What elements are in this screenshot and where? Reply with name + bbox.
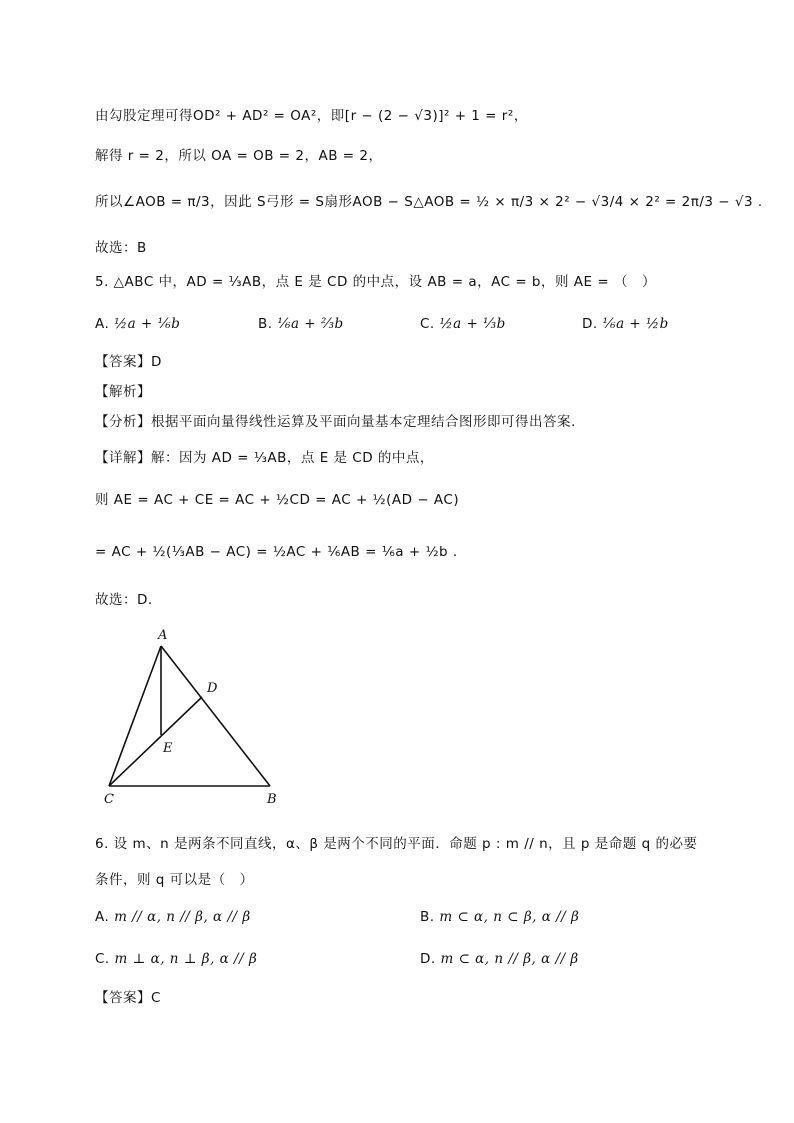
q5-option-b xyxy=(258,314,344,334)
q5-jiexi: 【解析】 xyxy=(95,384,151,400)
q6-option-c xyxy=(95,949,257,969)
q4-solution-line-3: 所以∠AOB = π/3，因此 S弓形 = S扇形AOB − S△AOB = ½ × π/3 × 2² − √3/4 × 2² = 2π/3 − √3 . xyxy=(95,194,763,210)
q4-answer: 故选：B xyxy=(95,240,147,256)
q6-option-a-value: m // α, n // β, α // β xyxy=(114,909,251,925)
triangle-figure xyxy=(95,620,295,810)
q6-stem-2: 条件，则 q 可以是（ ） xyxy=(95,872,254,888)
q5-option-a xyxy=(95,314,180,334)
q5-option-b-value: ⅙a + ⅔b xyxy=(277,316,344,332)
q5-choose: 故选：D. xyxy=(95,592,153,608)
label-e: E xyxy=(163,741,173,756)
q5-option-d-value: ⅙a + ½b xyxy=(602,316,669,332)
q6-option-d xyxy=(420,949,579,969)
q6-option-c-value: m ⊥ α, n ⊥ β, α // β xyxy=(114,951,258,967)
q4-solution-line-2: 解得 r = 2，所以 OA = OB = 2，AB = 2， xyxy=(95,148,383,164)
q5-answer: 【答案】D xyxy=(95,354,162,370)
side-ab xyxy=(161,646,270,786)
q4-solution-line-1: 由勾股定理可得OD² + AD² = OA²，即[r − (2 − √3)]² + 1 = r²， xyxy=(95,108,528,124)
q6-option-c-label: C. xyxy=(95,951,110,967)
segment-cd xyxy=(109,697,202,786)
q5-fenxi: 【分析】根据平面向量得线性运算及平面向量基本定理结合图形即可得出答案. xyxy=(95,414,576,430)
q5-detail-3: = AC + ½(⅓AB − AC) = ½AC + ⅙AB = ⅙a + ½b . xyxy=(95,544,458,560)
q6-option-a-label: A. xyxy=(95,909,110,925)
q6-option-b-value: m ⊂ α, n ⊂ β, α // β xyxy=(439,909,580,925)
q5-option-a-value: ½a + ⅙b xyxy=(114,316,181,332)
q5-option-d-label: D. xyxy=(582,316,598,332)
label-d: D xyxy=(207,681,218,696)
q5-detail-1: 【详解】解：因为 AD = ⅓AB，点 E 是 CD 的中点， xyxy=(95,450,434,466)
q6-option-b-label: B. xyxy=(420,909,435,925)
label-b: B xyxy=(267,792,277,807)
q5-stem: 5. △ABC 中，AD = ⅓AB，点 E 是 CD 的中点，设 AB = a，AC = b，则 AE = （ ） xyxy=(95,274,656,290)
q6-option-d-label: D. xyxy=(420,951,436,967)
q6-answer: 【答案】C xyxy=(95,990,161,1006)
q5-option-c xyxy=(420,314,506,334)
label-a: A xyxy=(158,628,168,643)
q6-option-a xyxy=(95,907,251,927)
q5-detail-2: 则 AE = AC + CE = AC + ½CD = AC + ½(AD − AC) xyxy=(95,492,460,508)
label-c: C xyxy=(104,792,114,807)
q5-option-d xyxy=(582,314,669,334)
q5-option-a-label: A. xyxy=(95,316,110,332)
q5-option-b-label: B. xyxy=(258,316,273,332)
q6-stem-1: 6. 设 m、n 是两条不同直线，α、β 是两个不同的平面．命题 p : m // n，且 p 是命题 q 的必要 xyxy=(95,836,698,852)
q5-option-c-label: C. xyxy=(420,316,435,332)
q6-option-d-value: m ⊂ α, n // β, α // β xyxy=(440,951,579,967)
q6-option-b xyxy=(420,907,579,927)
q5-option-c-value: ½a + ⅓b xyxy=(439,316,506,332)
side-ca xyxy=(109,646,161,786)
